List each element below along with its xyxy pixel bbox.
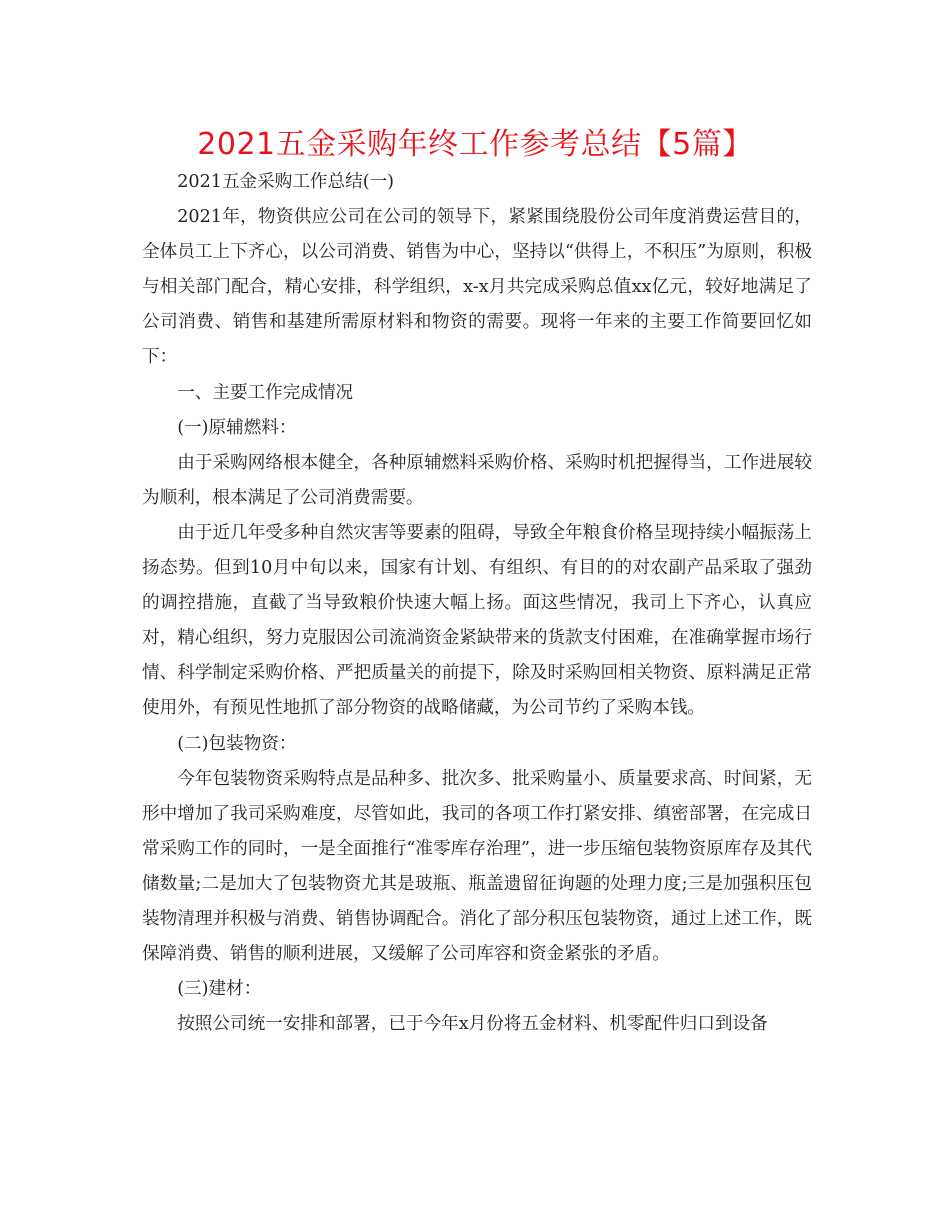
section-heading-summary-1: 2021五金采购工作总结(一) bbox=[177, 172, 395, 192]
paragraph-raw-materials-2: 由于近几年受多种自然灾害等要素的阻碍，导致全年粮食价格呈现持续小幅振荡上扬态势。但到10月中旬以来，国家有计划、有组织、有目的的对农副产品采取了强劲的调控措施，直截了当导致粮价快速大幅上扬。面这些情况，我司上下齐心，认真应对，精心组织，努力克服因公司流淌资金紧缺带来的货款支付困难，在准确掌握市场行情、科学制定采购价格、严把质量关的前提下，除及时采购回相关物资、原料满足正常使用外，有预见性地抓了部分物资的战略储藏，为公司节约了采购本钱。 bbox=[142, 522, 812, 719]
document-body bbox=[142, 165, 812, 1042]
paragraph-building-materials: 按照公司统一安排和部署，已于今年x月份将五金材料、机零配件归口到设备 bbox=[177, 1014, 768, 1035]
document-title: 2021五金采购年终工作参考总结【5篇】 bbox=[197, 127, 753, 162]
paragraph-intro: 2021年，物资供应公司在公司的领导下，紧紧围绕股份公司年度消费运营目的，全体员工上下齐心，以公司消费、销售为中心，坚持以“供得上，不积压”为原则，积极与相关部门配合，精心安排，科学组织，x-x月共完成采购总值xx亿元，较好地满足了公司消费、销售和基建所需原材料和物资的需要。现将一年来的主要工作简要回忆如下： bbox=[142, 207, 812, 368]
section-heading-main-work: 一、主要工作完成情况 bbox=[177, 382, 354, 403]
subheading-building-materials: (三)建材： bbox=[177, 979, 262, 1000]
paragraph-raw-materials-1: 由于采购网络根本健全，各种原辅燃料采购价格、采购时机把握得当，工作进展较为顺利，根本满足了公司消费需要。 bbox=[142, 452, 812, 508]
subheading-raw-materials: (一)原辅燃料： bbox=[177, 417, 297, 438]
paragraph-packaging: 今年包装物资采购特点是品种多、批次多、批采购量小、质量要求高、时间紧，无形中增加了我司采购难度，尽管如此，我司的各项工作打紧安排、缜密部署，在完成日常采购工作的同时，一是全面推行“准零库存治理”，进一步压缩包装物资原库存及其代储数量;二是加大了包装物资尤其是玻瓶、瓶盖遗留征询题的处理力度;三是加强积压包装物清理并积极与消费、销售协调配合。消化了部分积压包装物资，通过上述工作，既保障消费、销售的顺利进展，又缓解了公司库容和资金紧张的矛盾。 bbox=[142, 768, 812, 965]
subheading-packaging: (二)包装物资： bbox=[177, 733, 297, 754]
